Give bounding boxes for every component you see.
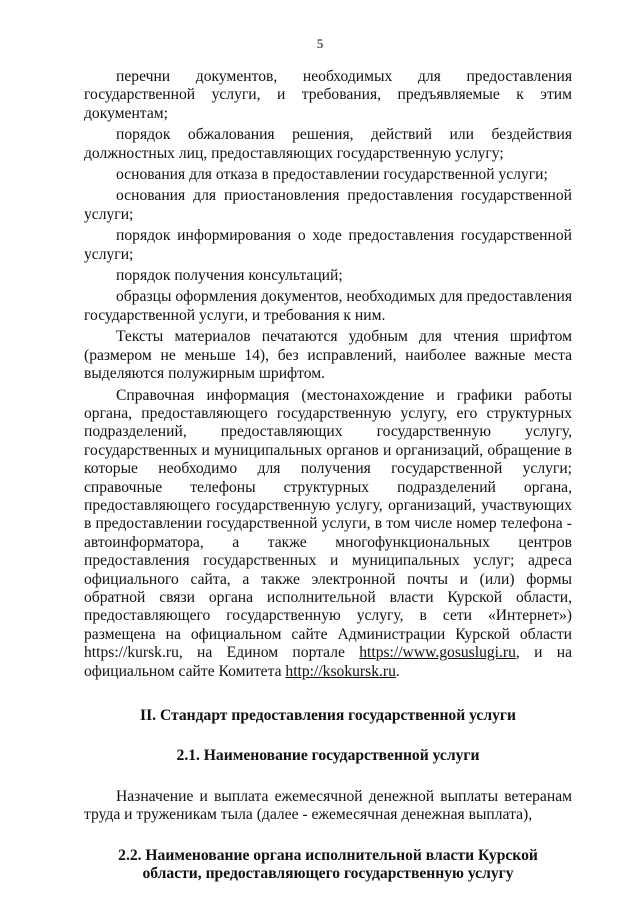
paragraph-reference-info [84, 387, 572, 682]
paragraph-progress-info: порядок информирования о ходе предоставления государственной услуги; [84, 227, 572, 263]
paragraph-document-samples: образцы оформления документов, необходимых для предоставления государственной услуги, и требования к ним. [84, 288, 572, 324]
reference-end-text: . [395, 662, 400, 680]
subheading-service-name: 2.1. Наименование государственной услуги [176, 747, 480, 765]
paragraph-refusal-grounds: основания для отказа в предоставлении государственной услуги; [116, 166, 548, 184]
paragraph-appeal-procedure: порядок обжалования решения, действий или бездействия должностных лиц, предоставляющих государственную услугу; [84, 126, 572, 162]
reference-text: Справочная информация (местонахождение и графики работы органа, предоставляющего государственную услугу, его структурных подразделений, предоставляющих государственную услугу, государственных и муниципальных органов и организаций, обращение в которые необходимо для получения государственной услуги; справочные телефоны структурных подразделений органа, предоставляющего государственную услугу, организаций, участвующих в предоставлении государственной услуги, в том числе номер телефона - автоинформатора, а также многофункциональных центров предоставления государственных и муниципальных услуг; адреса официального сайта, а также электронной почты и (или) формы обратной связи органа исполнительной власти Курской области, предоставляющего государственную услугу, в сети «Интернет») размещена на официальном сайте Администрации Курской области https://kursk.ru, на Едином портале [84, 386, 572, 662]
reference-middle-text: , и на официальном сайте Комитета [84, 644, 573, 680]
paragraph-service-name: Назначение и выплата ежемесячной денежной выплаты ветеранам труда и труженикам тыла (далее - ежемесячная денежная выплата), [84, 787, 572, 824]
paragraph-consultations: порядок получения консультаций; [116, 267, 343, 285]
subheading-authority-name: 2.2. Наименование органа исполнительной власти Курской области, предоставляющего государственную услугу [118, 846, 538, 883]
paragraph-documents-list: перечни документов, необходимых для предоставления государственной услуги, и требования, предъявляемые к этим документам; [84, 68, 572, 122]
ksokursk-link[interactable]: http://ksokursk.ru [285, 662, 396, 680]
gosuslugi-link[interactable]: https://www.gosuslugi.ru [359, 644, 516, 662]
page-number: 5 [316, 36, 324, 51]
paragraph-suspension-grounds: основания для приостановления предоставления государственной услуги; [84, 187, 572, 223]
paragraph-font-requirements: Тексты материалов печатаются удобным для чтения шрифтом (размером не меньше 14), без исправлений, наиболее важные места выделяются полужирным шрифтом. [84, 328, 572, 383]
document-body [84, 68, 572, 886]
section-heading: II. Стандарт предоставления государственной услуги [140, 707, 516, 724]
